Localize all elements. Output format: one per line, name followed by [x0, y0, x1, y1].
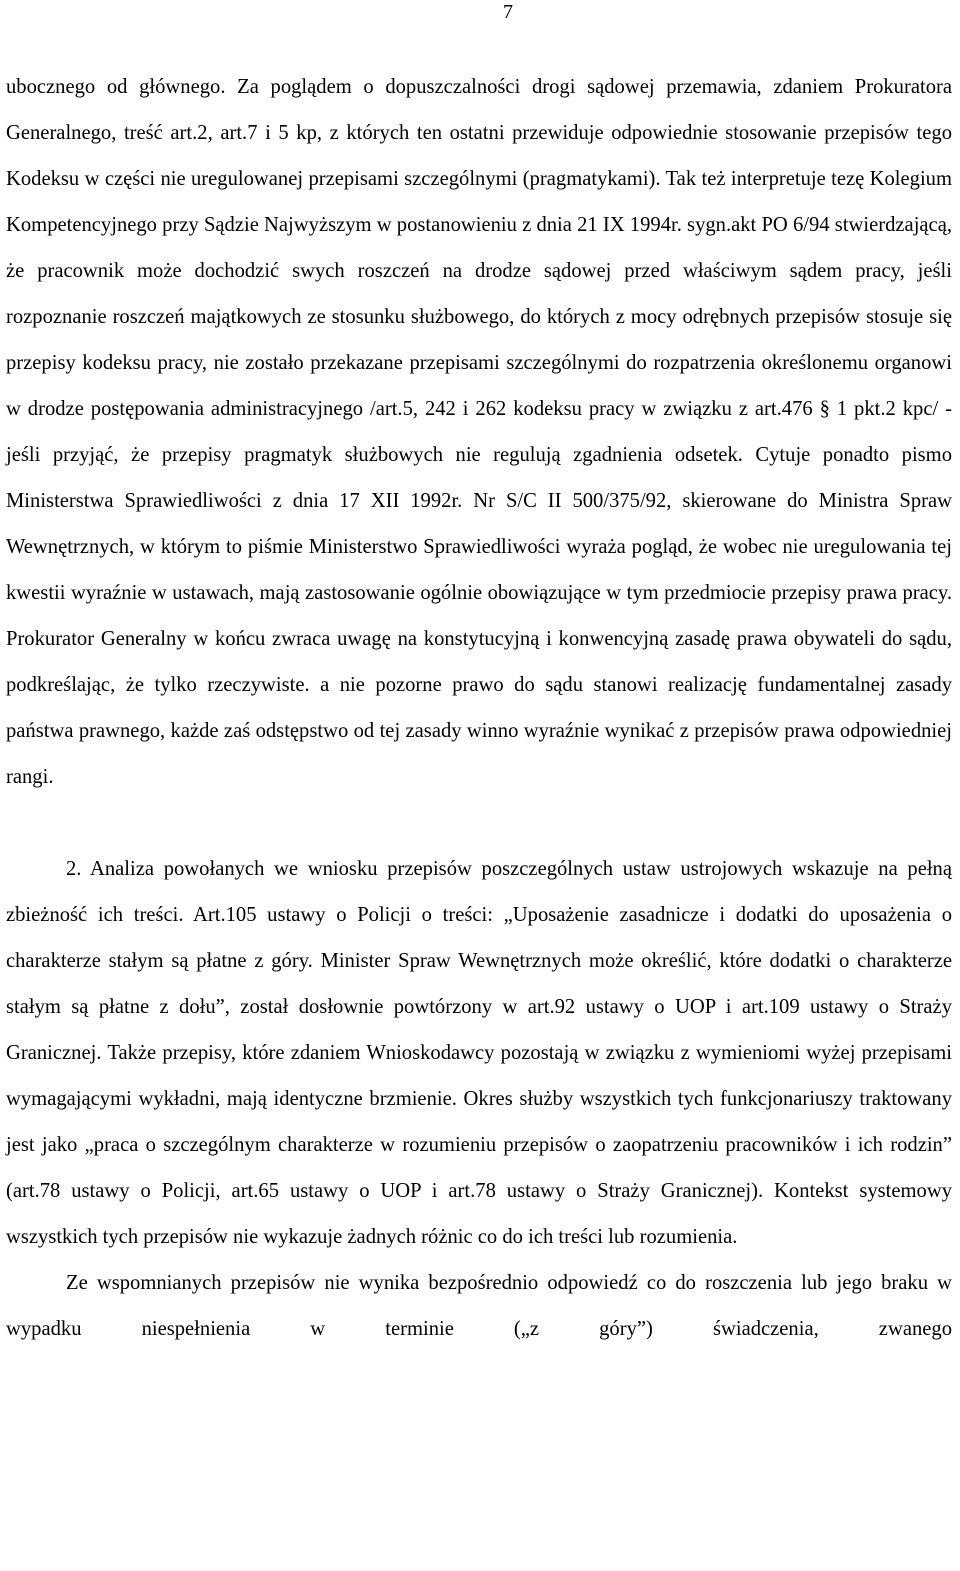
- paragraph-spacer: [6, 800, 952, 846]
- paragraph-conclusion: Ze wspomnianych przepisów nie wynika bezpośrednio odpowiedź co do roszczenia lub jego braku w wypadku niespełnienia w terminie („z góry”) świadczenia, zwanego: [6, 1272, 952, 1340]
- paragraph-analysis: 2. Analiza powołanych we wniosku przepisów poszczególnych ustaw ustrojowych wskazuje na pełną zbieżność ich treści. Art.105 ustawy o Policji o treści: „Uposażenie zasadnicze i dodatki do uposażenia o charakterze stałym są płatne z góry. Minister Spraw Wewnętrznych może określić, które dodatki o charakterze stałym są płatne z dołu”, został dosłownie powtórzony w art.92 ustawy o UOP i art.109 ustawy o Straży Granicznej. Także przepisy, które zdaniem Wnioskodawcy pozostają w związku z wymieniomi wyżej przepisami wymagającymi wykładni, mają identyczne brzmienie. Okres służby wszystkich tych funkcjonariuszy traktowany jest jako „praca o szczególnym charakterze w rozumieniu przepisów o zaopatrzeniu pracowników i ich rodzin” (art.78 ustawy o Policji, art.65 ustawy o UOP i art.78 ustawy o Straży Granicznej). Kontekst systemowy wszystkich tych przepisów nie wykazuje żadnych różnic co do ich treści lub rozumienia.: [6, 858, 952, 1248]
- paragraph-continuation: ubocznego od głównego. Za poglądem o dopuszczalności drogi sądowej przemawia, zdaniem Prokuratora Generalnego, treść art.2, art.7 i 5 kp, z których ten ostatni przewiduje odpowiednie stosowanie przepisów tego Kodeksu w części nie uregulowanej przepisami szczególnymi (pragmatykami). Tak też interpretuje tezę Kolegium Kompetencyjnego przy Sądzie Najwyższym w postanowieniu z dnia 21 IX 1994r. sygn.akt PO 6/94 stwierdzającą, że pracownik może dochodzić swych roszczeń na drodze sądowej przed właściwym sądem pracy, jeśli rozpoznanie roszczeń majątkowych ze stosunku służbowego, do których z mocy odrębnych przepisów stosuje się przepisy kodeksu pracy, nie zostało przekazane przepisami szczególnymi do rozpatrzenia określonemu organowi w drodze postępowania administracyjnego /art.5, 242 i 262 kodeksu pracy w związku z art.476 § 1 pkt.2 kpc/ - jeśli przyjąć, że przepisy pragmatyk służbowych nie regulują zgadnienia odsetek. Cytuje ponadto pismo Ministerstwa Sprawiedliwości z dnia 17 XII 1992r. Nr S/C II 500/375/92, skierowane do Ministra Spraw Wewnętrznych, w którym to piśmie Ministerstwo Sprawiedliwości wyraża pogląd, że wobec nie uregulowania tej kwestii wyraźnie w ustawach, mają zastosowanie ogólnie obowiązujące w tym przedmiocie przepisy prawa pracy. Prokurator Generalny w końcu zwraca uwagę na konstytucyjną i konwencyjną zasadę prawa obywateli do sądu, podkreślając, że tylko rzeczywiste. a nie pozorne prawo do sądu stanowi realizację fundamentalnej zasady państwa prawnego, każde zaś odstępstwo od tej zasady winno wyraźnie wynikać z przepisów prawa odpowiedniej rangi.: [6, 76, 952, 788]
- document-body: [6, 64, 952, 1352]
- page-number: 7: [503, 1, 513, 23]
